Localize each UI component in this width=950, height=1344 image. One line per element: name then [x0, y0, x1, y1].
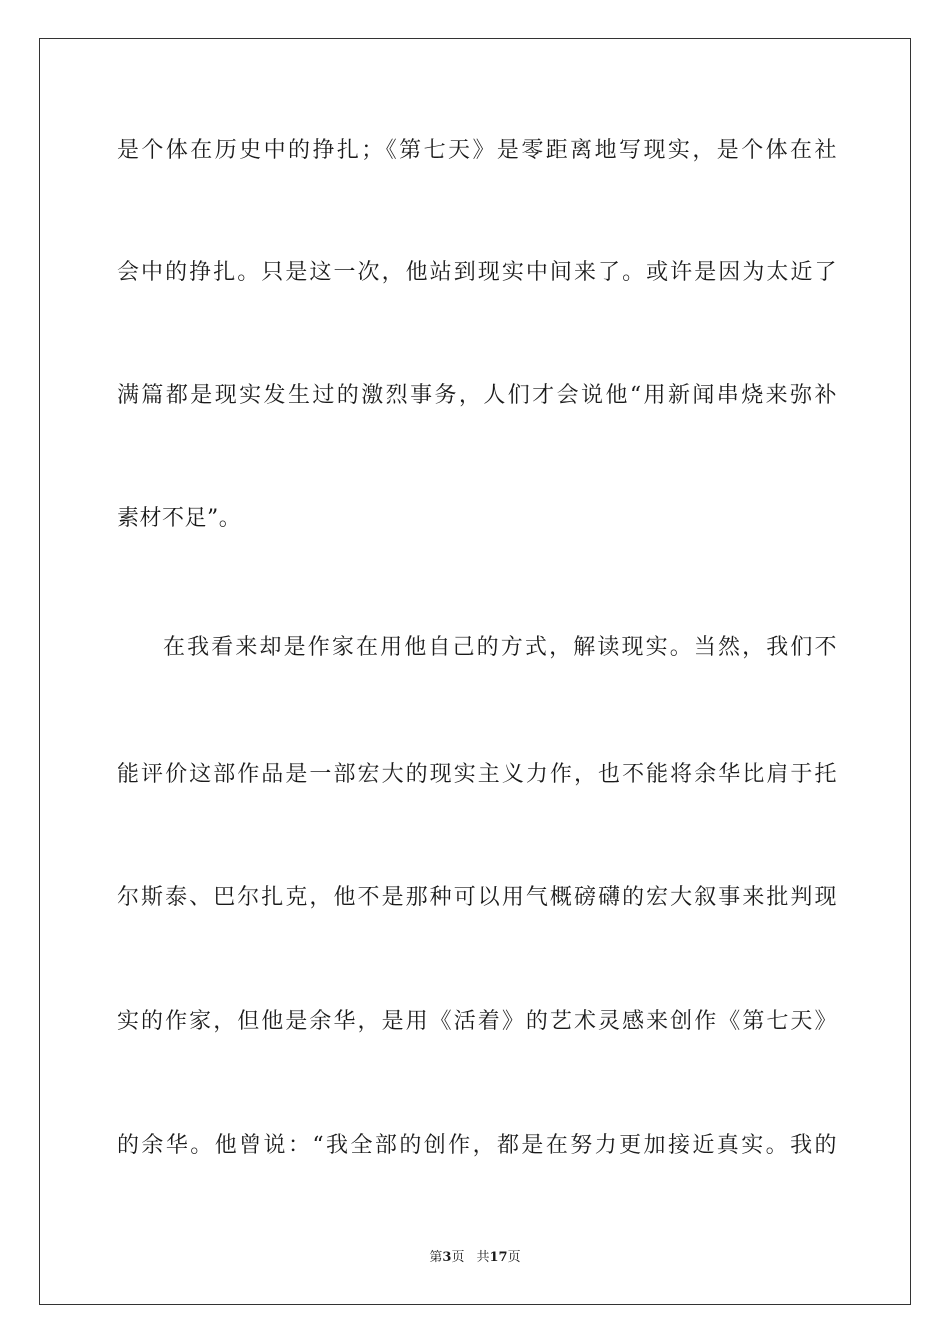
text-line-3: 满篇都是现实发生过的激烈事务，人们才会说他“用新闻串烧来弥补 [117, 383, 837, 408]
text-line-4: 素材不足”。 [117, 506, 242, 531]
footer-total-suffix: 页 [507, 1250, 521, 1265]
text-line-8: 实的作家，但他是余华，是用《活着》的艺术灵感来创作《第七天》 [117, 1009, 837, 1034]
text-line-9: 的余华。他曾说：“我全部的创作，都是在努力更加接近真实。我的 [117, 1133, 837, 1158]
text-line-5-paragraph-start: 在我看来却是作家在用他自己的方式，解读现实。当然，我们不 [163, 635, 837, 660]
text-line-7: 尔斯泰、巴尔扎克，他不是那种可以用气概磅礴的宏大叙事来批判现 [117, 885, 837, 910]
footer-total-pages: 17 [489, 1250, 508, 1265]
text-line-1: 是个体在历史中的挣扎；《第七天》是零距离地写现实，是个体在社 [117, 138, 837, 163]
footer-page-suffix: 页 [451, 1250, 465, 1265]
text-line-6: 能评价这部作品是一部宏大的现实主义力作，也不能将余华比肩于托 [117, 762, 837, 787]
page-footer [0, 1246, 950, 1265]
footer-total-prefix: 共 [476, 1250, 490, 1265]
text-line-2: 会中的挣扎。只是这一次，他站到现实中间来了。或许是因为太近了 [117, 260, 837, 285]
page-border [39, 38, 911, 1305]
footer-page-prefix: 第 [429, 1250, 443, 1265]
footer-page-number: 3 [442, 1250, 452, 1265]
